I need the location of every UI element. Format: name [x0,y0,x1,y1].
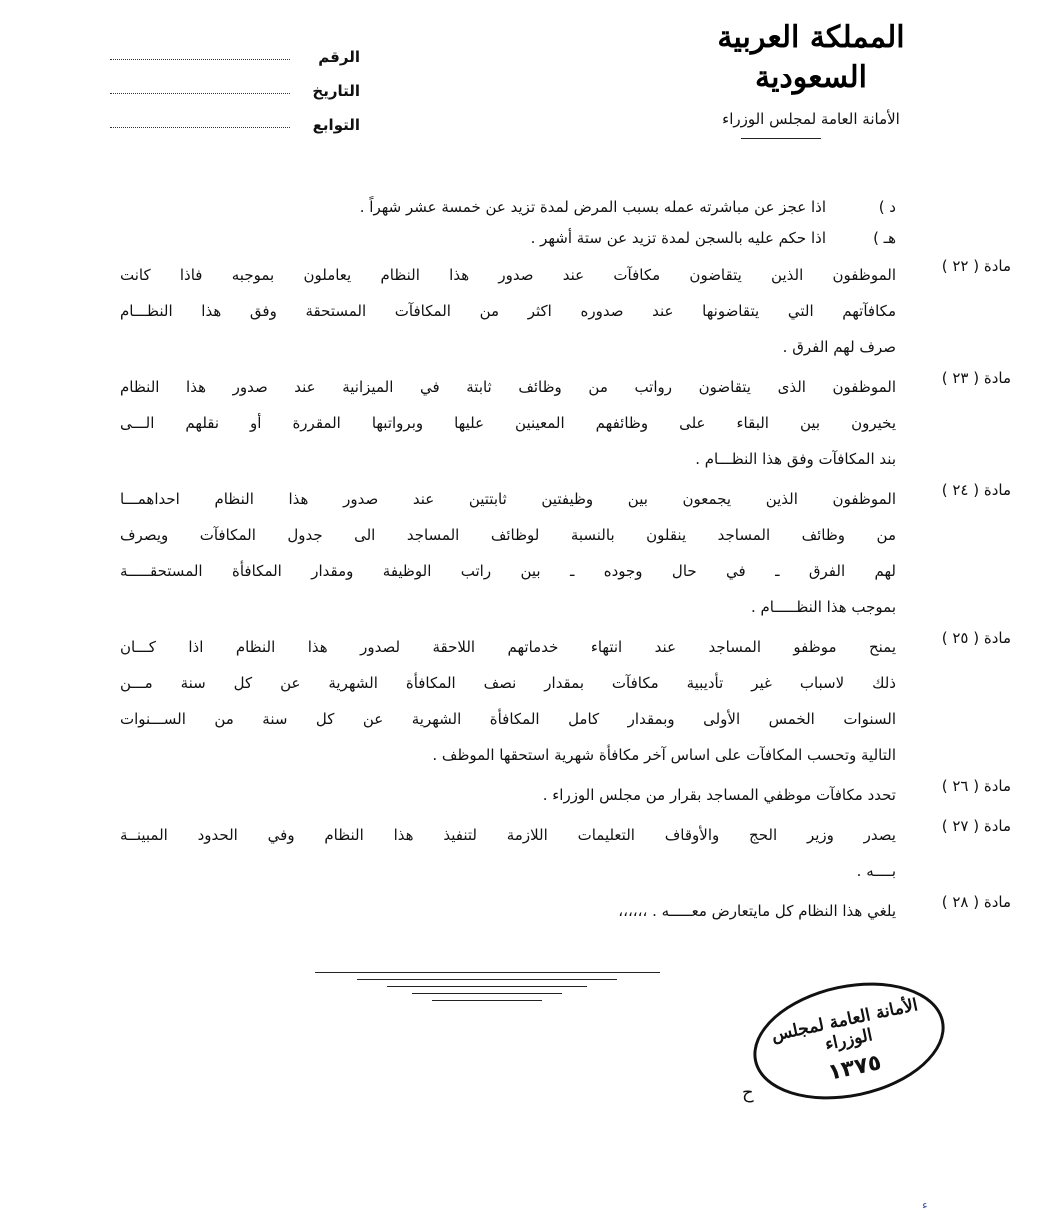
article-line: الموظفون الذين يجمعون بين وظيفتين ثابتتين عند صدور هذا النظام احداهمـــا [120,490,896,508]
ref-number-label: الرقم [318,48,360,66]
closing-rule [412,993,562,994]
article-content [120,629,896,773]
article-line: التالية وتحسب المكافآت على اساس آخر مكافأة شهرية استحقها الموظف . [432,746,896,764]
article-25 [120,629,1011,773]
item-marker: د ) [878,198,896,216]
article-line: يخيرون بين البقاء على وظائفهم المعينين عليها وبرواتبها المقررة أو نقلهم الـــى [120,414,896,432]
ref-date-row [110,66,360,100]
article-line: يصدر وزير الحج والأوقاف التعليمات اللازمة لتنفيذ هذا النظام وفي الحدود المبينــة [120,826,896,844]
article-line: بــــه . [856,862,896,880]
article-line: السنوات الخمس الأولى وبمقدار كامل المكافأة الشهرية عن كل سنة من الســـنوات [120,710,896,728]
article-24 [120,481,1011,625]
item-text: اذا عجز عن مباشرته عمله بسبب المرض لمدة تزيد عن خمسة عشر شهراً . [359,198,826,216]
article-content [120,893,896,929]
article-27 [120,817,1011,889]
article-line: يلغي هذا النظام كل مايتعارض معـــــه . ،،،،،، [618,902,896,920]
closing-rule [387,986,587,987]
kingdom-logo-text: المملكة العربية السعودية [717,20,905,95]
letterhead-rule [741,138,821,139]
article-line: بند المكافآت وفق هذا النظـــام . [695,450,896,468]
ref-date-field [110,81,290,94]
ref-attachments-row [110,100,360,134]
closing-rule [315,972,660,973]
ref-date-label: التاريخ [312,82,360,100]
ref-number-field [110,47,290,60]
article-22 [120,257,1011,365]
article-line: بموجب هذا النظـــــام . [750,598,896,616]
article-line: ذلك لاسباب غير تأديبية مكافآت بمقدار نصف المكافأة الشهرية عن كل سنة مـــن [120,674,896,692]
closing-rule [357,979,617,980]
corner-mark: ء [922,1198,928,1212]
article-line: تحدد مكافآت موظفي المساجد بقرار من مجلس الوزراء . [542,786,896,804]
article-line: من وظائف المساجد ينقلون بالنسبة لوظائف المساجد الى جدول المكافآت ويصرف [120,526,896,544]
item-marker: هـ ) [873,229,896,247]
article-line: الموظفون الذين يتقاضون مكافآت عند صدور هذا النظام يعاملون بموجبه فاذا كانت [120,266,896,284]
article-label: مادة ( ٢٧ ) [941,817,1011,835]
article-content [120,257,896,365]
list-item [120,192,896,222]
list-item [120,223,896,253]
ref-attachments-field [110,115,290,128]
article-line: لهم الفرق ـ في حال وجوده ـ بين راتب الوظيفة ومقدار المكافأة المستحقـــــة [120,562,896,580]
document-body [120,192,1011,929]
article-label: مادة ( ٢٢ ) [941,257,1011,275]
article-26 [120,777,1011,813]
ref-attachments-label: التوابع [312,116,360,134]
ref-number-row [110,32,360,66]
letterhead-subtitle: الأمانة العامة لمجلس الوزراء [722,110,900,128]
official-seal [742,966,955,1116]
seal-text: الأمانة العامة لمجلس الوزراء [769,995,920,1055]
article-content [120,777,896,813]
closing-rules [312,972,662,1007]
article-content [120,481,896,625]
page-mark: ح [742,1082,754,1103]
article-label: مادة ( ٢٣ ) [941,369,1011,387]
article-content [120,369,896,477]
article-line: صرف لهم الفرق . [782,338,896,356]
article-28 [120,893,1011,929]
article-content [120,817,896,889]
article-label: مادة ( ٢٦ ) [941,777,1011,795]
item-text: اذا حكم عليه بالسجن لمدة تزيد عن ستة أشهر . [530,229,826,247]
article-line: الموظفون الذى يتقاضون رواتب من وظائف ثابتة في الميزانية عند صدور هذا النظام [120,378,896,396]
article-label: مادة ( ٢٤ ) [941,481,1011,499]
article-23 [120,369,1011,477]
article-label: مادة ( ٢٥ ) [941,629,1011,647]
seal-number: ١٣٧٥ [825,1050,884,1086]
article-line: يمنح موظفو المساجد عند انتهاء خدماتهم اللاحقة لصدور هذا النظام اذا كـــان [120,638,896,656]
article-line: مكافآتهم التي يتقاضونها عند صدوره اكثر من المكافآت المستحقة وفق هذا النظـــام [120,302,896,320]
closing-rule [432,1000,542,1001]
reference-block [110,32,360,134]
article-label: مادة ( ٢٨ ) [941,893,1011,911]
letterhead [676,18,946,139]
